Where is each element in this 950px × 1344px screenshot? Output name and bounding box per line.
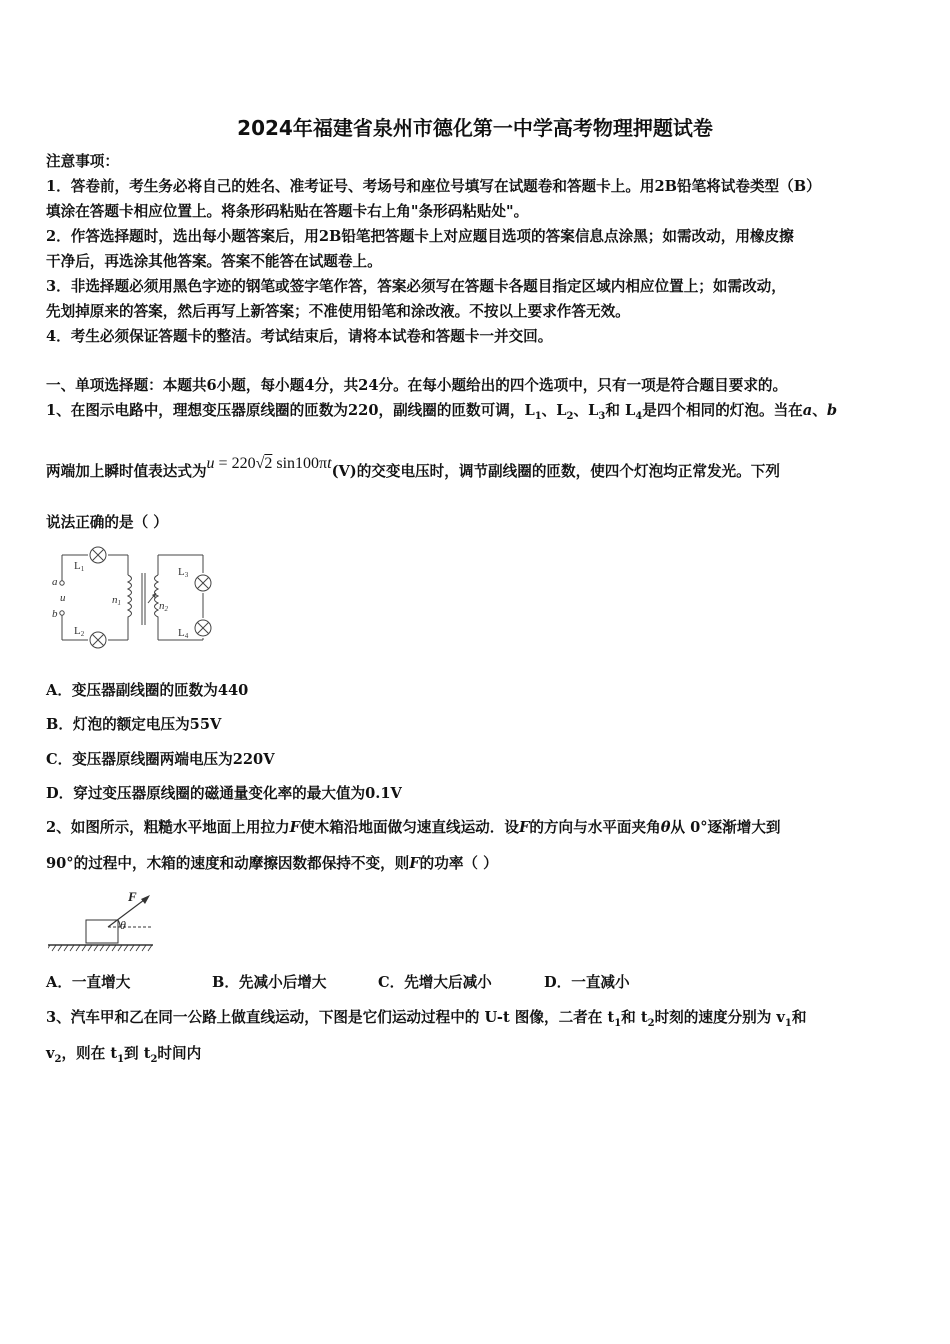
- q3-sub: 2: [647, 1017, 655, 1029]
- notice-line: 干净后，再选涂其他答案。答案不能答在试题卷上。: [46, 253, 382, 270]
- terminal-b: b: [826, 402, 838, 419]
- box-force-figure: [48, 885, 163, 953]
- label-theta: θ: [120, 918, 126, 932]
- sqrt-sign: √: [255, 455, 265, 472]
- option-a: A．一直增大: [46, 974, 131, 991]
- question-2-options: [46, 973, 630, 993]
- transformer-circuit-figure: [50, 545, 225, 655]
- option-c: C．先增大后减小: [378, 974, 492, 991]
- notice-line: 填涂在答题卡相应位置上。将条形码粘贴在答题卡右上角"条形码粘贴处"。: [46, 203, 529, 220]
- question-1-line-3: 说法正确的是（ ）: [46, 514, 168, 531]
- q3-text: 和: [791, 1009, 807, 1026]
- option-d: D．穿过变压器原线圈的磁通量变化率的最大值为0.1V: [46, 785, 402, 802]
- theta-symbol: θ: [660, 819, 671, 836]
- lamp-sub: 2: [566, 410, 574, 422]
- q2-text: 使木箱沿地面做匀速直线运动．设: [300, 819, 519, 836]
- formula-sin: sin100π: [276, 455, 328, 472]
- q3-text: 时刻的速度分别为 v: [654, 1009, 785, 1026]
- q3-sub: 1: [784, 1017, 792, 1029]
- option-d: D．一直减小: [544, 974, 630, 991]
- q3-text: 时间内: [157, 1045, 202, 1062]
- formula-amp: = 220: [218, 455, 256, 472]
- notice-line: 3．非选择题必须用黑色字迹的钢笔或签字笔作答，答案必须写在答题卡各题目指定区域内相应位置上；如需改动，: [46, 278, 786, 295]
- q1-text: 、: [812, 402, 827, 419]
- label-n2: n2: [159, 600, 168, 613]
- label-b: b: [52, 608, 58, 620]
- q2-text: 2、如图所示，粗糙水平地面上用拉力: [46, 819, 290, 836]
- q1-text: (V)的交变电压时，调节副线圈的匝数，使四个灯泡均正常发光。下列: [331, 463, 780, 480]
- notice-line: 先划掉原来的答案，然后再写上新答案；不准使用铅笔和涂改液。不按以上要求作答无效。: [46, 303, 630, 320]
- section-heading: 一、单项选择题：本题共6小题，每小题4分，共24分。在每小题给出的四个选项中，只有一项是符合题目要求的。: [46, 377, 788, 394]
- question-1-line-1: [46, 401, 837, 427]
- sqrt-value: 2: [264, 455, 273, 472]
- force-symbol: F: [289, 819, 301, 836]
- formula-u: u: [206, 455, 215, 472]
- q1-text: 两端加上瞬时值表达式为: [46, 463, 207, 480]
- q2-text: 的功率（ ）: [419, 855, 498, 872]
- lamp-label: 、L: [541, 402, 567, 419]
- q3-text: v: [46, 1045, 55, 1062]
- lamp-label: 、L: [573, 402, 599, 419]
- q1-text: 是四个相同的灯泡。当在: [642, 402, 803, 419]
- label-a: a: [52, 576, 58, 588]
- q2-text: 的方向与水平面夹角: [529, 819, 661, 836]
- label-L1: L1: [74, 560, 85, 573]
- lamp-label: 和 L: [605, 402, 636, 419]
- lamp-sub: 3: [598, 410, 606, 422]
- label-L4: L4: [178, 627, 189, 640]
- q2-text: 从 0°逐渐增大到: [670, 819, 781, 836]
- option-c: C．变压器原线圈两端电压为220V: [46, 751, 275, 768]
- formula-t: t: [327, 455, 332, 472]
- question-3-line-1: [46, 1008, 806, 1034]
- label-n1: n1: [112, 594, 121, 607]
- lamp-sub: 4: [635, 410, 643, 422]
- label-L2: L2: [74, 625, 85, 638]
- label-u: u: [60, 592, 66, 604]
- force-symbol: F: [518, 819, 530, 836]
- q1-text: 1、在图示电路中，理想变压器原线圈的匝数为220，副线圈的匝数可调，: [46, 402, 525, 419]
- question-1-line-2: [46, 455, 780, 482]
- lamp-label: L: [524, 402, 535, 419]
- notice-heading: 注意事项：: [46, 153, 119, 170]
- label-L3: L3: [178, 566, 189, 579]
- notice-line: 2．作答选择题时，选出每小题答案后，用2B铅笔把答题卡上对应题目选项的答案信息点涂黑；如需改动，用橡皮擦: [46, 228, 794, 245]
- voltage-formula: [207, 455, 332, 472]
- q3-sub: 1: [614, 1017, 622, 1029]
- force-symbol: F: [409, 855, 420, 872]
- question-3-line-2: [46, 1044, 201, 1070]
- q3-sub: 2: [150, 1053, 158, 1065]
- notice-line: 4．考生必须保证答题卡的整洁。考试结束后，请将本试卷和答题卡一并交回。: [46, 328, 553, 345]
- q2-text: 90°的过程中，木箱的速度和动摩擦因数都保持不变，则: [46, 855, 410, 872]
- q3-sub: 2: [54, 1053, 62, 1065]
- lamp-sub: 1: [534, 410, 542, 422]
- option-b: B．先减小后增大: [212, 974, 327, 991]
- terminal-a: a: [802, 402, 813, 419]
- option-b: B．灯泡的额定电压为55V: [46, 716, 222, 733]
- q3-text: 3、汽车甲和乙在同一公路上做直线运动，下图是它们运动过程中的 U-t 图像，二者在 t: [46, 1009, 615, 1026]
- q3-text: 和 t: [621, 1009, 648, 1026]
- page-title: 2024年福建省泉州市德化第一中学高考物理押题试卷: [237, 116, 713, 140]
- question-2-line-2: [46, 854, 498, 874]
- q3-text: 到 t: [124, 1045, 151, 1062]
- q3-text: ，则在 t: [61, 1045, 118, 1062]
- question-2-line-1: [46, 818, 781, 838]
- q3-sub: 1: [117, 1053, 125, 1065]
- notice-line: 1．答卷前，考生务必将自己的姓名、准考证号、考场号和座位号填写在试题卷和答题卡上。用2B铅笔将试卷类型（B）: [46, 178, 821, 195]
- label-F: F: [128, 889, 137, 904]
- option-a: A．变压器副线圈的匝数为440: [46, 682, 249, 699]
